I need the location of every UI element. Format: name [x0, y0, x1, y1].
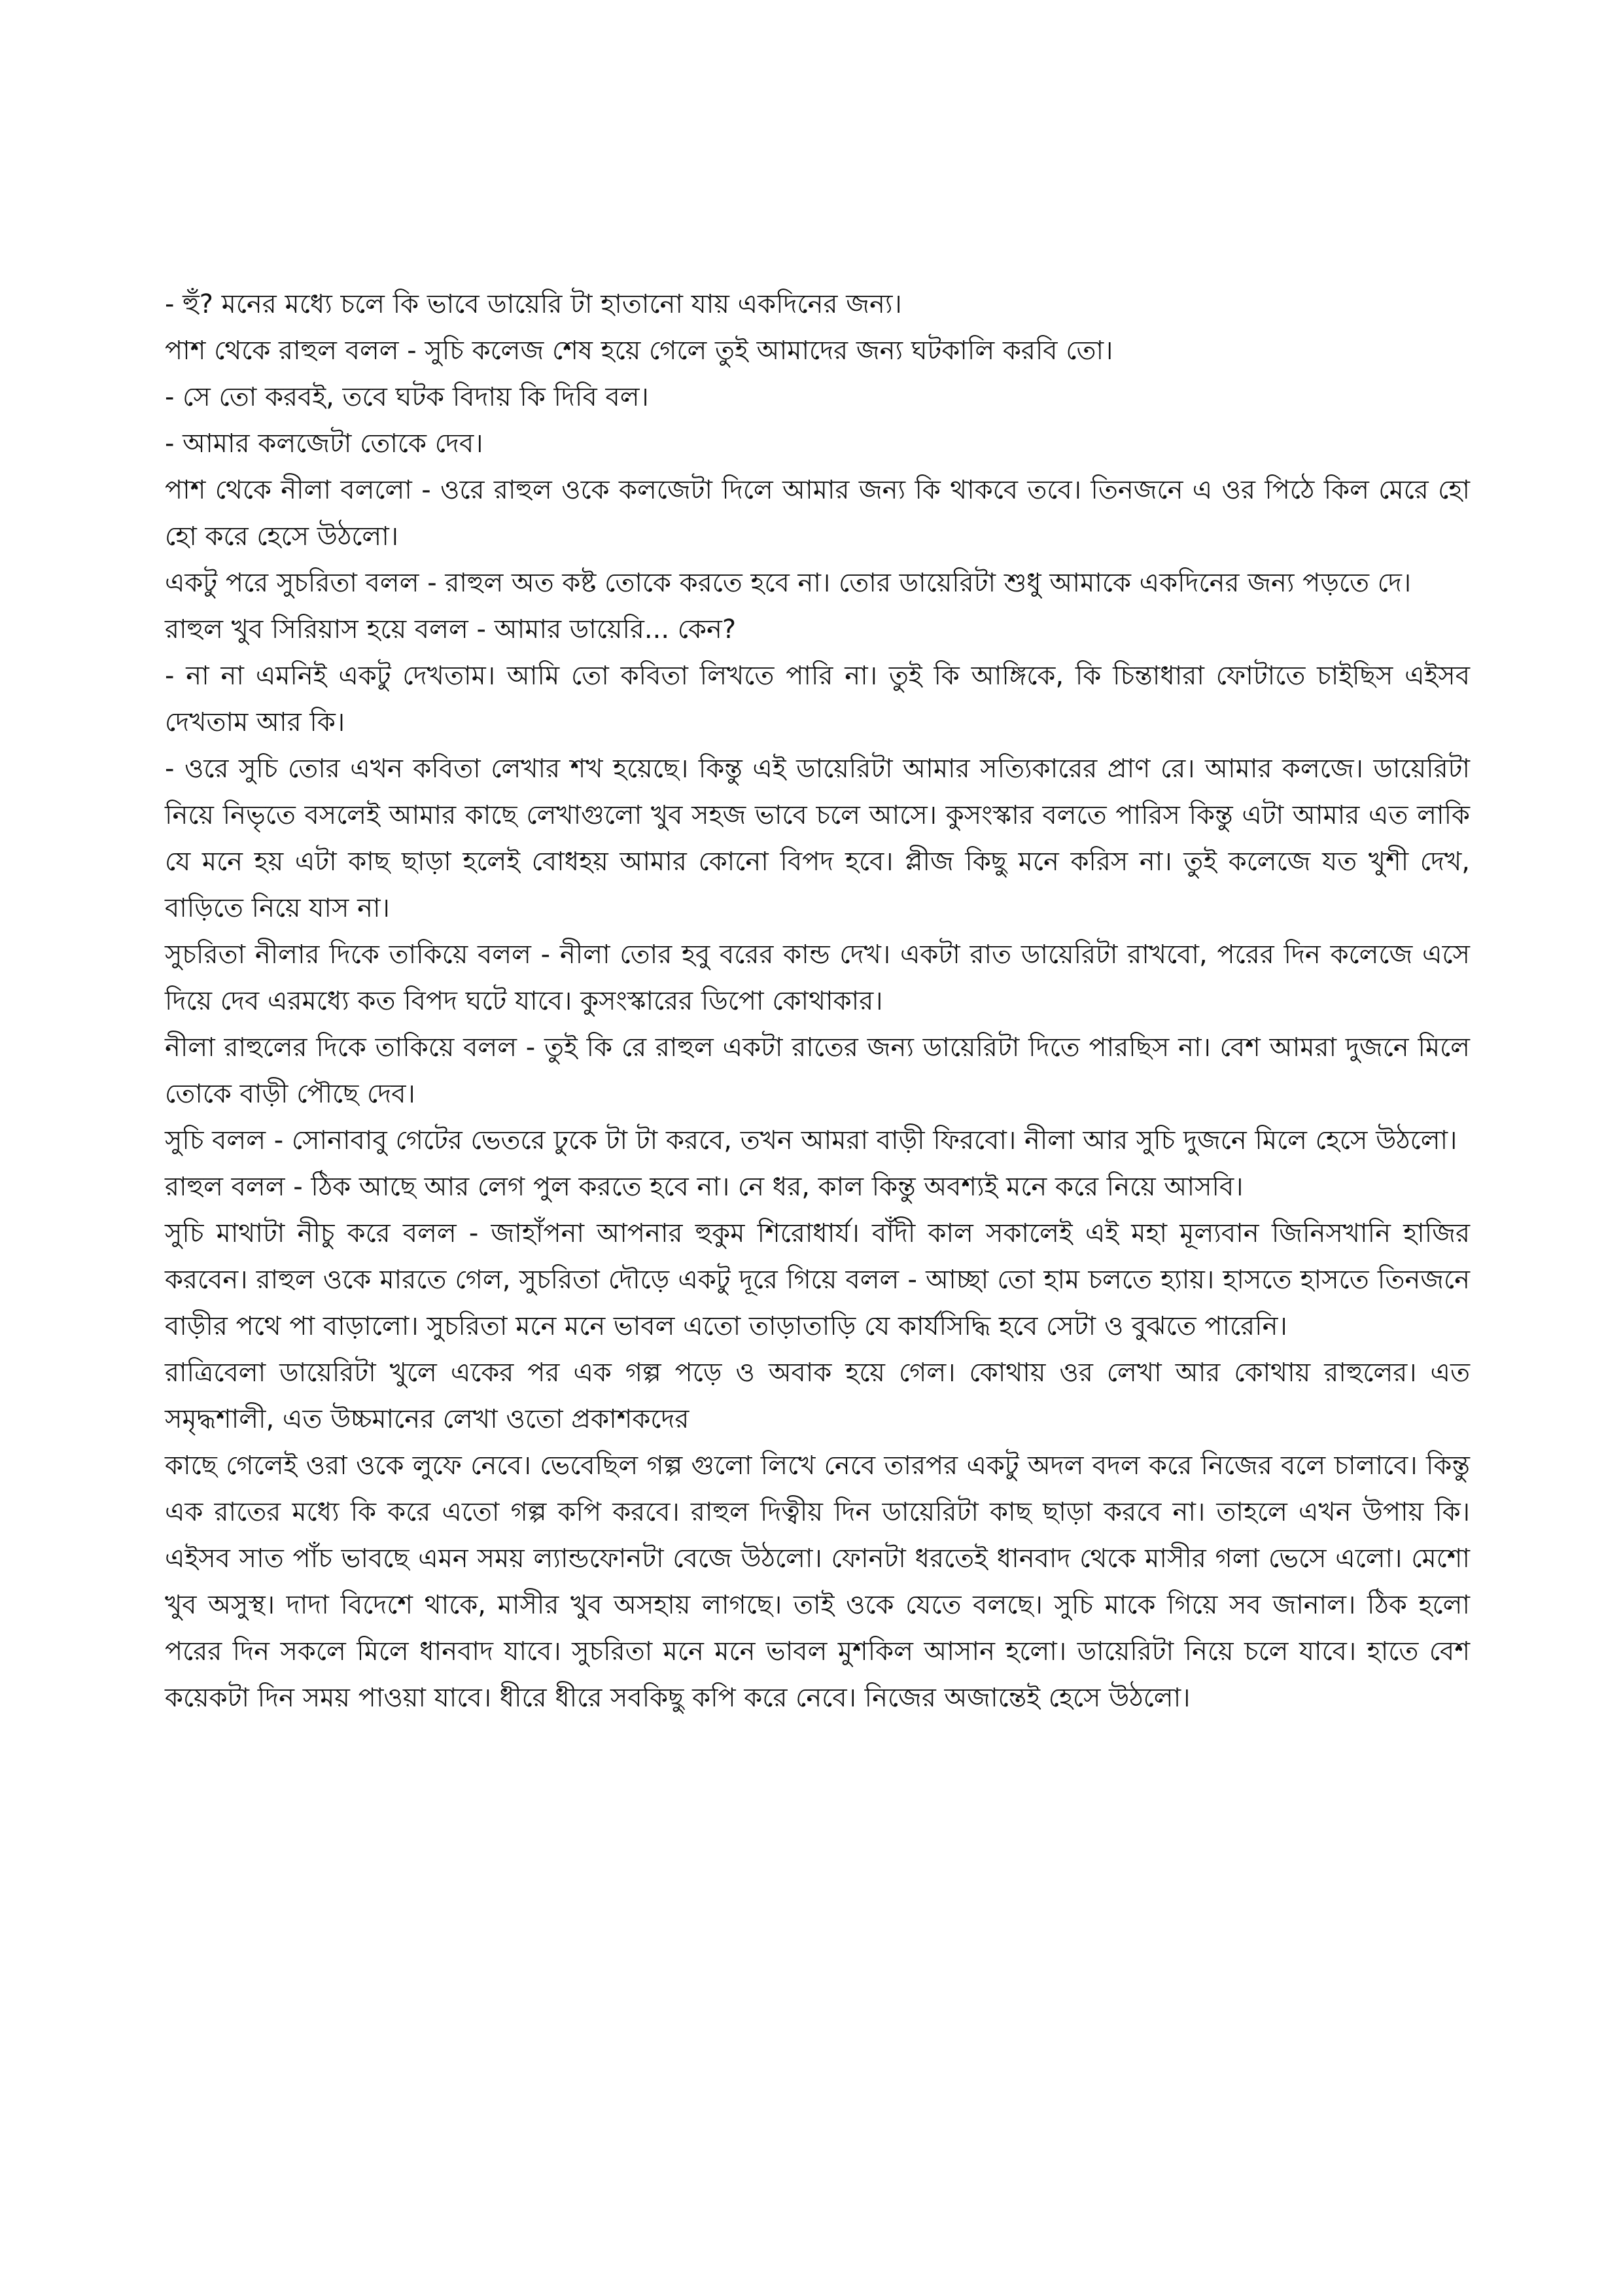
paragraph-15: রাত্রিবেলা ডায়েরিটা খুলে একের পর এক গল্প পড়ে ও অবাক হয়ে গেল। কোথায় ওর লেখা আর কোথায় রাহুলের। এত সমৃদ্ধশালী, এত উচ্চমানের লেখা ওতো প্রকাশকদের [165, 1358, 1470, 1434]
paragraph-16: কাছে গেলেই ওরা ওকে লুফে নেবে। ভেবেছিল গল্প গুলো লিখে নেবে তারপর একটু অদল বদল করে নিজের বলে চালাবে। কিন্তু এক রাতের মধ্যে কি করে এতো গল্প কপি করবে। রাহুল দিত্বীয় দিন ডায়েরিটা কাছ ছাড়া করবে না। তাহলে এখন উপায় কি। এইসব সাত পাঁচ ভাবছে এমন সময় ল্যান্ডফোনটা বেজে উঠলো। ফোনটা ধরতেই ধানবাদ থেকে মাসীর গলা ভেসে এলো। মেশো খুব অসুস্থ। দাদা বিদেশে থাকে, মাসীর খুব অসহায় লাগছে। তাই ওকে যেতে বলছে। সুচি মাকে গিয়ে সব জানাল। ঠিক হলো পরের দিন সকলে মিলে ধানবাদ যাবে। সুচরিতা মনে মনে ভাবল মুশকিল আসান হলো। ডায়েরিটা নিয়ে চলে যাবে। হাতে বেশ কয়েকটা দিন সময় পাওয়া যাবে। ধীরে ধীরে সবকিছু কপি করে নেবে। নিজের অজান্তেই হেসে উঠলো। [165, 1451, 1470, 1713]
paragraph-5: পাশ থেকে নীলা বললো - ওরে রাহুল ওকে কলজেটা দিলে আমার জন্য কি থাকবে তবে। তিনজনে এ ওর পিঠে কিল মেরে হো হো করে হেসে উঠলো। [165, 475, 1470, 552]
paragraph-13: রাহুল বলল - ঠিক আছে আর লেগ পুল করতে হবে না। নে ধর, কাল কিন্তু অবশ্যই মনে করে নিয়ে আসবি। [165, 1172, 1244, 1202]
paragraph-12: সুচি বলল - সোনাবাবু গেটের ভেতরে ঢুকে টা টা করবে, তখন আমরা বাড়ী ফিরবো। নীলা আর সুচি দুজনে মিলে হেসে উঠলো। [165, 1125, 1457, 1156]
paragraph-3: - সে তো করবই, তবে ঘটক বিদায় কি দিবি বল। [165, 382, 649, 412]
paragraph-1: - হুঁ? মনের মধ্যে চলে কি ভাবে ডায়েরি টা হাতানো যায় একদিনের জন্য। [165, 289, 902, 319]
paragraph-9: - ওরে সুচি তোর এখন কবিতা লেখার শখ হয়েছে। কিন্তু এই ডায়েরিটা আমার সত্যিকারের প্রাণ রে। আমার কলজে। ডায়েরিটা নিয়ে নিভৃতে বসলেই আমার কাছে লেখাগুলো খুব সহজ ভাবে চলে আসে। কুসংস্কার বলতে পারিস কিন্তু এটা আমার এত লাকি যে মনে হয় এটা কাছ ছাড়া হলেই বোধহয় আমার কোনো বিপদ হবে। প্লীজ কিছু মনে করিস না। তুই কলেজে যত খুশী দেখ, বাড়িতে নিয়ে যাস না। [165, 754, 1470, 923]
paragraph-7: রাহুল খুব সিরিয়াস হয়ে বলল - আমার ডায়েরি... কেন? [165, 614, 737, 645]
paragraph-6: একটু পরে সুচরিতা বলল - রাহুল অত কষ্ট তোকে করতে হবে না। তোর ডায়েরিটা শুধু আমাকে একদিনের জন্য পড়তে দে। [165, 568, 1412, 598]
paragraph-4: - আমার কলজেটা তোকে দেব। [165, 429, 483, 459]
paragraph-11: নীলা রাহুলের দিকে তাকিয়ে বলল - তুই কি রে রাহুল একটা রাতের জন্য ডায়েরিটা দিতে পারছিস না। বেশ আমরা দুজনে মিলে তোকে বাড়ী পৌছে দেব। [165, 1033, 1470, 1109]
paragraph-14: সুচি মাথাটা নীচু করে বলল - জাহাঁপনা আপনার হুকুম শিরোধার্য। বাঁদী কাল সকালেই এই মহা মূল্যবান জিনিসখানি হাজির করবেন। রাহুল ওকে মারতে গেল, সুচরিতা দৌড়ে একটু দূরে গিয়ে বলল - আচ্ছা তো হাম চলতে হ্যায়। হাসতে হাসতে তিনজনে বাড়ীর পথে পা বাড়ালো। সুচরিতা মনে মনে ভাবল এতো তাড়াতাড়ি যে কার্যসিদ্ধি হবে সেটা ও বুঝতে পারেনি। [165, 1218, 1470, 1341]
paragraph-2: পাশ থেকে রাহুল বলল - সুচি কলেজ শেষ হয়ে গেলে তুই আমাদের জন্য ঘটকালি করবি তো। [165, 336, 1113, 366]
paragraph-8: - না না এমনিই একটু দেখতাম। আমি তো কবিতা লিখতে পারি না। তুই কি আঙ্গিকে, কি চিন্তাধারা ফোটাতে চাইছিস এইসব দেখতাম আর কি। [165, 661, 1470, 737]
paragraph-10: সুচরিতা নীলার দিকে তাকিয়ে বলল - নীলা তোর হবু বরের কান্ড দেখ। একটা রাত ডায়েরিটা রাখবো, পরের দিন কলেজে এসে দিয়ে দেব এরমধ্যে কত বিপদ ঘটে যাবে। কুসংস্কারের ডিপো কোথাকার। [165, 940, 1470, 1016]
story-text-body [165, 281, 1470, 1722]
